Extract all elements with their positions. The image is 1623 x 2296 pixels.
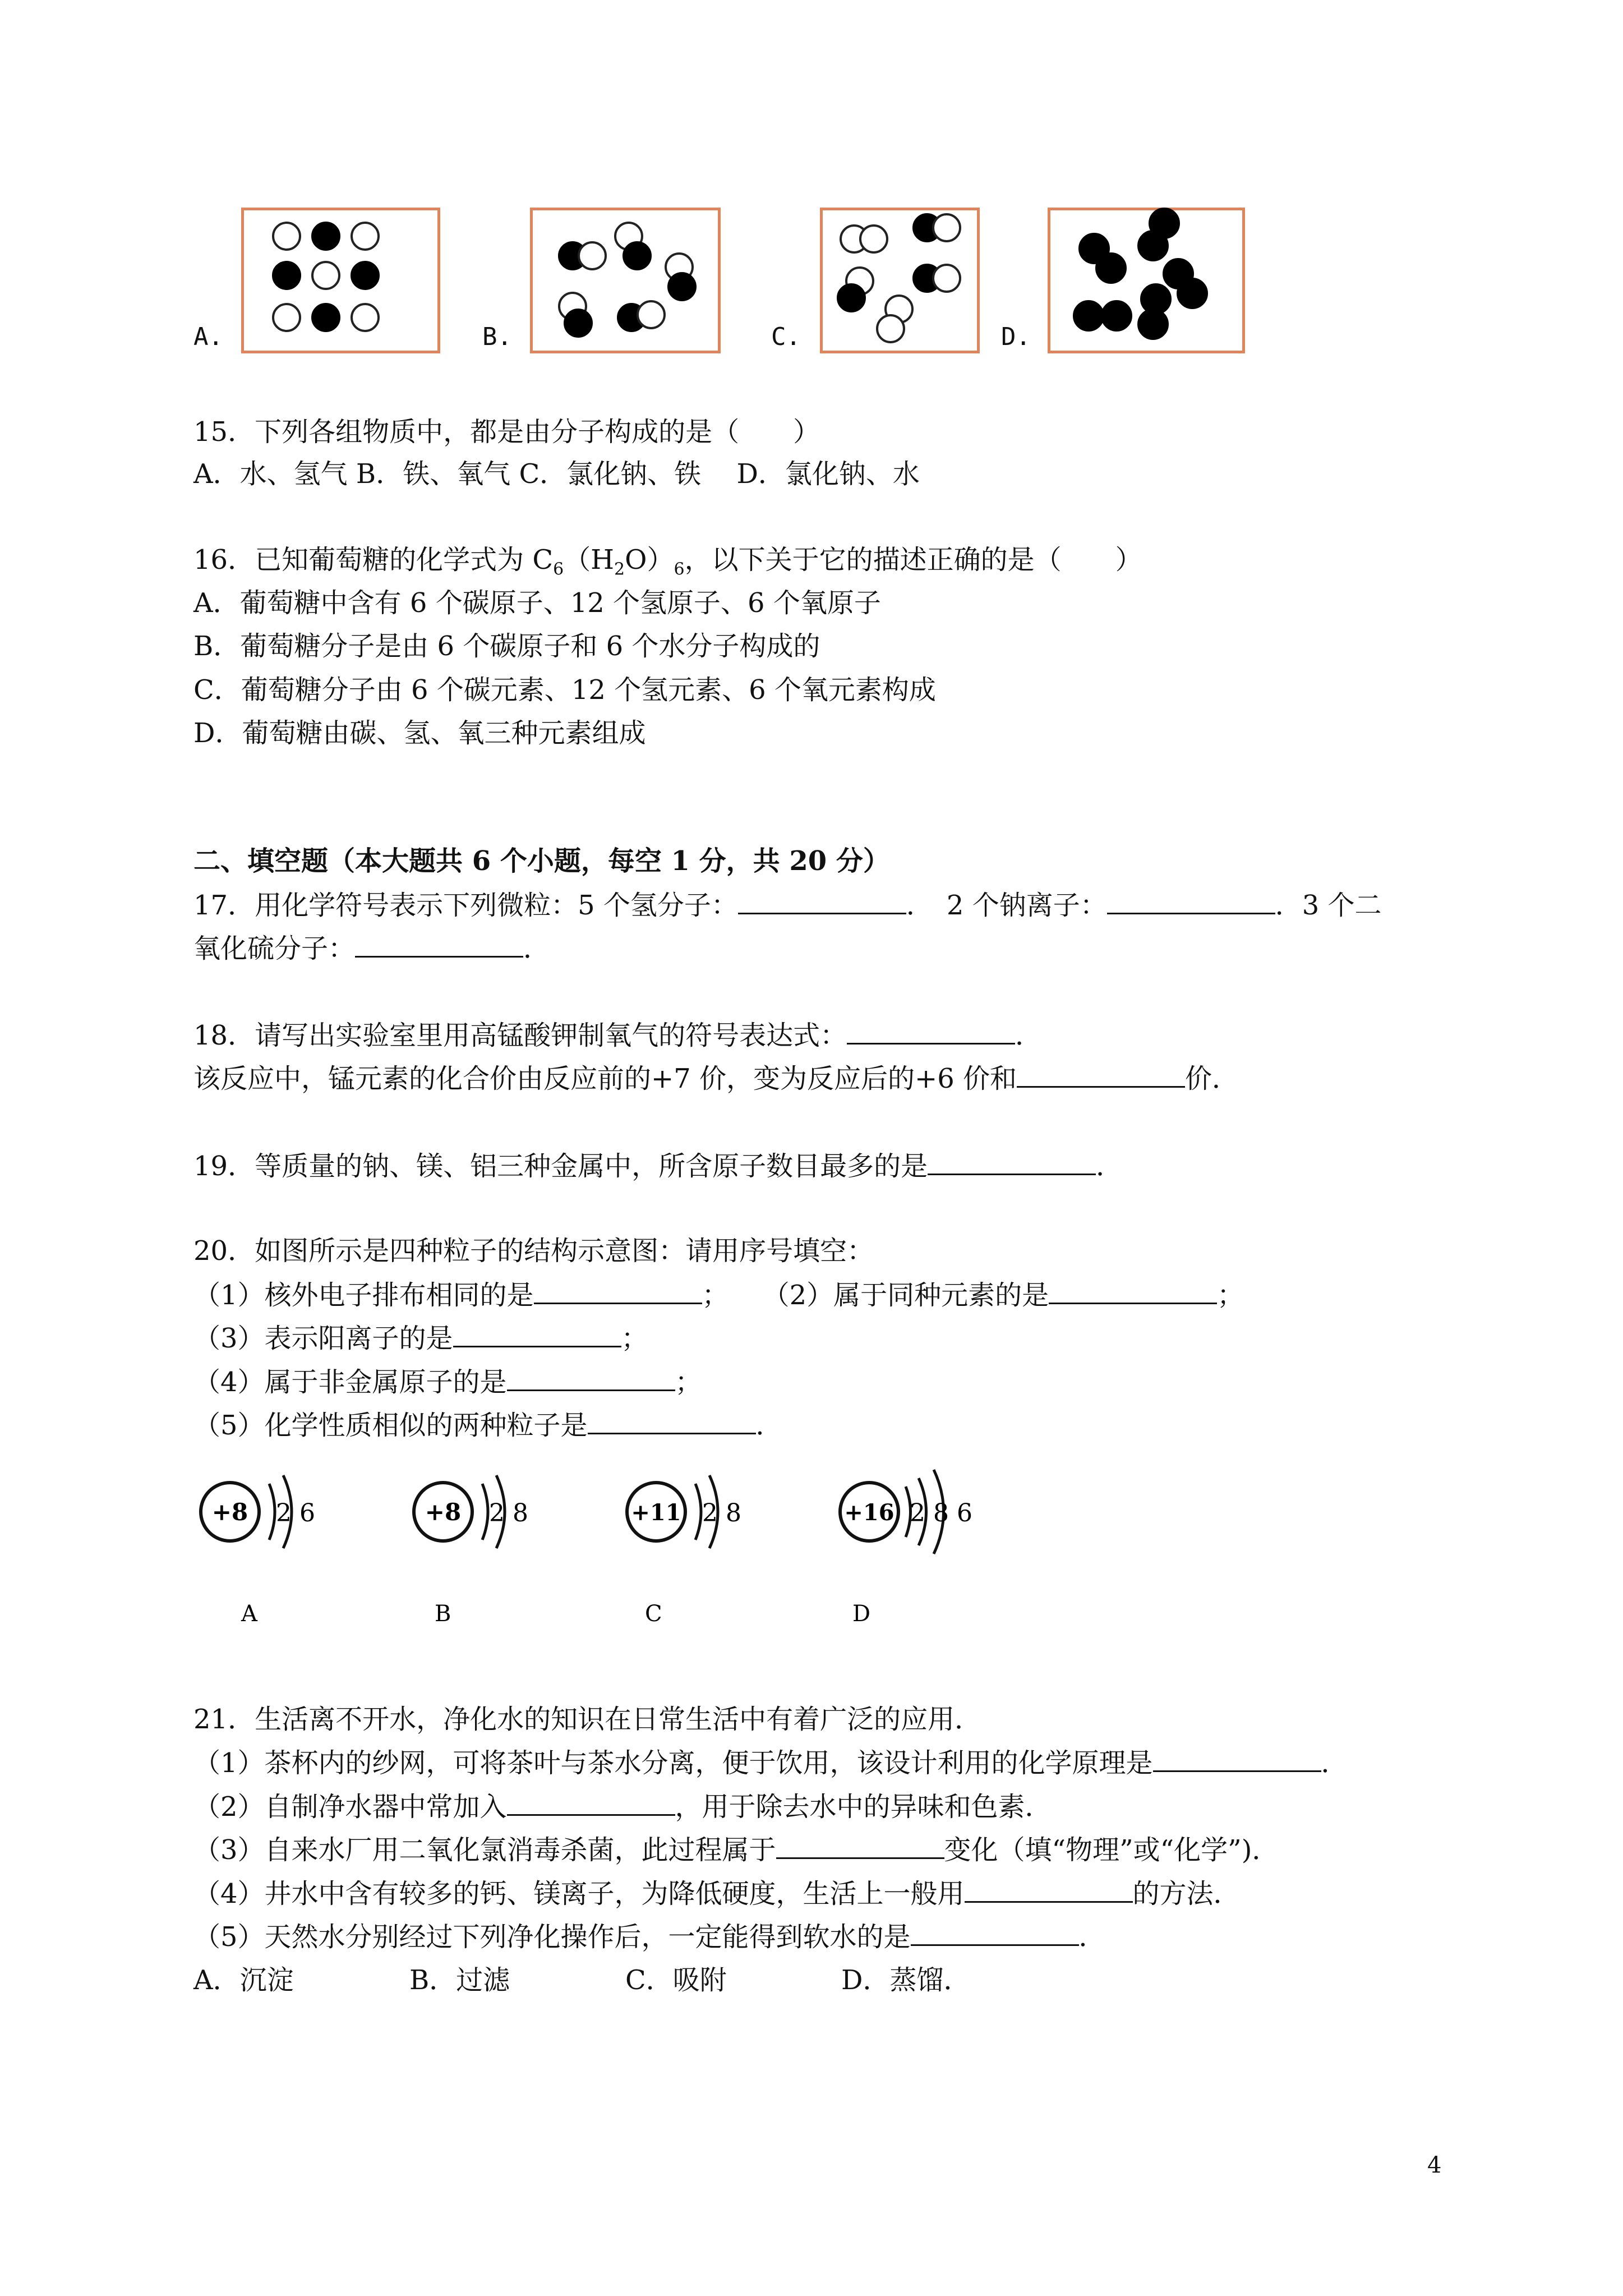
question-21-part-2: （2）自制净水器中常加入 ，用于除去水中的异味和色素． [193,1789,1052,1824]
diagram-label: D [852,1601,871,1627]
question-16-stem: 16．已知葡萄糖的化学式为 $C_6(H_2O)_6$，以下关于它的描述正确的是（ ） [193,544,1142,579]
question-21-part-3: （3）自来水厂用二氧化氯消毒杀菌，此过程属于 变化（填“物理”或“化学”)． [193,1833,1279,1867]
question-16-option-c: C．葡萄糖分子由 6 个碳元素、12 个氢元素、6 个氧元素构成 [193,674,936,706]
diagram-label: B [435,1601,451,1627]
answer-blank [1107,888,1275,914]
option-label: C. [771,323,801,351]
question-21-part-5: （5）天然水分别经过下列净化操作后，一定能得到软水的是 ． [193,1920,1106,1954]
answer-blank [847,1018,1015,1045]
question-16-option-a: A．葡萄糖中含有 6 个碳原子、12 个氢原子、6 个氧原子 [193,587,881,619]
option-label: D. [1001,323,1031,351]
diagram-label: C [645,1601,662,1627]
question-21-option-d: D．蒸馏． [841,1964,971,1996]
nucleus-charge: +8 [211,1498,248,1526]
answer-blank [588,1408,756,1434]
electron-shells: 2 8 6 [910,1499,972,1527]
option-label: A. [193,323,223,351]
question-17-line-1: 17．用化学符号表示下列微粒：5 个氢分子： ． 2 个钠离子： ．3 个二 [193,888,1382,922]
particle-box [820,208,980,353]
electron-shells: 2 8 [702,1499,741,1527]
answer-blank [507,1365,675,1391]
answer-blank [738,888,906,914]
atom-structure-diagrams [185,1442,1026,1649]
question-21-part-1: （1）茶杯内的纱网，可将茶叶与茶水分离，便于饮用，该设计利用的化学原理是 ． [193,1746,1348,1780]
answer-blank [453,1321,621,1347]
atom-diagram-a [201,1475,315,1627]
answer-blank [1017,1061,1185,1088]
question-15-options: A．水、氢气 B．铁、氧气 C．氯化钠、铁 D．氯化钠、水 [193,458,920,490]
answer-blank [1153,1746,1321,1772]
particle-box [241,208,440,353]
nucleus-charge: +8 [425,1498,462,1526]
question-20-part-5: （5）化学性质相似的两种粒子是 ． [193,1408,783,1442]
nucleus-charge: +16 [844,1499,895,1526]
answer-blank [1049,1278,1217,1304]
electron-shells: 2 8 [489,1499,528,1527]
atom-diagram-b [414,1475,528,1627]
nucleus-charge: +11 [631,1499,681,1526]
answer-blank [776,1833,944,1859]
atom-diagram-d [840,1470,972,1627]
question-20-part-4: （4）属于非金属原子的是 ； [193,1365,702,1399]
question-15-stem: 15．下列各组物质中，都是由分子构成的是（ ） [193,416,820,448]
question-17-line-2: 氧化硫分子： ． [193,931,550,965]
question-21-stem: 21．生活离不开水，净化水的知识在日常生活中有着广泛的应用． [193,1704,982,1735]
question-19: 19．等质量的钠、镁、铝三种金属中，所含原子数目最多的是 ． [193,1149,1123,1183]
question-20-part-1-2: （1）核外电子排布相同的是 ； （2）属于同种元素的是 ； [193,1278,1244,1312]
atom-diagram-c [627,1475,741,1627]
question-21-option-b: B．过滤 [409,1964,510,1996]
question-16-option-d: D．葡萄糖由碳、氢、氧三种元素组成 [193,717,646,749]
answer-blank [928,1149,1096,1175]
section-2-title: 二、填空题（本大题共 6 个小题，每空 1 分，共 20 分） [193,845,890,877]
question-21-option-c: C．吸附 [625,1964,727,1996]
diagram-label: A [241,1601,257,1627]
answer-blank [965,1876,1133,1903]
question-18-line-2: 该反应中，锰元素的化合价由反应前的+7 价，变为反应后的+6 价和 价． [193,1061,1239,1096]
question-16-option-b: B．葡萄糖分子是由 6 个碳原子和 6 个水分子构成的 [193,631,820,662]
answer-blank [534,1278,702,1304]
question-20-stem: 20．如图所示是四种粒子的结构示意图：请用序号填空： [193,1235,874,1267]
question-21-option-a: A．沉淀 [193,1964,294,1996]
electron-shells: 2 6 [276,1499,315,1527]
answer-blank [507,1789,675,1816]
particle-box [1048,208,1245,353]
answer-blank [911,1920,1079,1946]
question-21-part-4: （4）井水中含有较多的钙、镁离子，为降低硬度，生活上一般用 的方法． [193,1876,1241,1911]
option-label: B. [482,323,512,351]
page-number: 4 [1427,2152,1442,2178]
particle-box [530,208,721,353]
question-20-part-3: （3）表示阳离子的是 ； [193,1321,648,1355]
answer-blank [355,931,523,958]
question-18-line-1: 18．请写出实验室里用高锰酸钾制氧气的符号表达式： ． [193,1018,1042,1052]
